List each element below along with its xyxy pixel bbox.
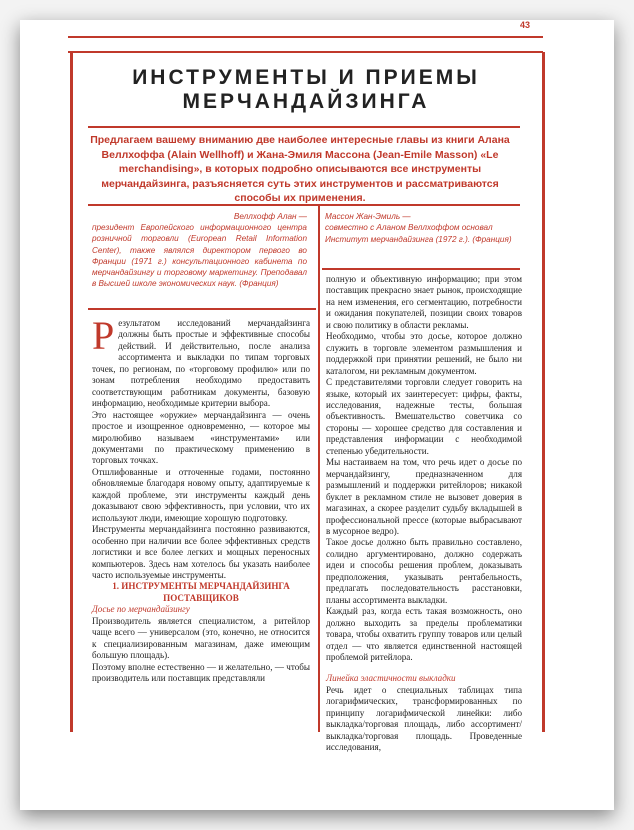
paragraph: Это настоящее «оружие» мерчандайзинга — очень простое и изощренное одновременно, — которое мы миролюбиво называем «инструментами» или документами по практическому применению в торговых точках.: [92, 409, 310, 466]
bio-right-rule: [322, 268, 520, 270]
right-column: [326, 274, 522, 754]
paragraph: Речь идет о специальных таблицах типа логарифмических, трансформированных по принципу логарифмической линейки: либо выкладка/торговая площадь, либо ассортимент/выкладка/торговая площадь. Проведенные исследования,: [326, 684, 522, 753]
bio-right-text: совместно с Аланом Веллхоффом основал Институт мерчандайзинга (1972 г.). (Франция): [325, 223, 512, 244]
bio-left-name: Веллхофф Алан —: [233, 212, 307, 221]
paragraph: Такое досье должно быть правильно составлено, солидно аргументировано, должно содержать идеи и способы решения проблем, доказывать предположения, указывать рентабельность, предлагать последовательность расстановки, планы ассортимента выкладки.: [326, 537, 522, 605]
subheading: Досье по мерчандайзингу: [92, 604, 190, 615]
paragraph: Мы настаиваем на том, что речь идет о досье по мерчандайзингу, предназначенном для размышлений и поддержки ритейлоров; никакой буклет в рекламном стиле не вызовет доверия в магазинах, а скорее разделит судьбу вкладышей в профессиональной прессе (которые выбрасывают в мусорное ведро).: [326, 457, 522, 536]
bio-left-rule: [88, 308, 316, 310]
page-title: ИНСТРУМЕНТЫ И ПРИЕМЫ МЕРЧАНДАЙЗИНГА: [132, 66, 480, 113]
column-divider: [318, 204, 320, 732]
paragraph: Отшлифованные и отточенные годами, постоянно обновляемые благодаря новому опыту, адаптируемые к каждой проблеме, эти инструменты каждый день доказывают свою эффективность, при условии, что их используют люди, имеющие хорошую подготовку.: [92, 466, 310, 523]
paragraph: полную и объективную информацию; при этом поставщик прекрасно знает рынок, происходящие на нем изменения, его сегментацию, потребности и ожидания покупателей, позиции своих товаров и свою политику в области рекламы.: [326, 274, 522, 330]
intro-rule: [88, 204, 520, 206]
intro-text: Предлагаем вашему вниманию две наиболее интересные главы из книги Алана Веллхоффа (Alain Wellhoff) и Жана-Эмиля Массона (Jean-Emile Masson) «Le merchandising», в которых подробно описываются все инструменты мерчандайзинга, разъясняется суть этих инструментов и рассматриваются способы их применения.: [90, 134, 510, 204]
paragraph: Каждый раз, когда есть такая возможность, оно должно выходить за пределы проблематики товара, чтобы охватить группу товаров или целый отдел — что является единственной настоящей проблемой ритейлора.: [326, 606, 522, 662]
paragraph: Производитель является специалистом, а ритейлор чаще всего — универсалом (это, конечно, не относится к специализированным магазинам, даже имеющим большую площадь).: [92, 615, 310, 661]
bio-right-name: Массон Жан-Эмиль —: [325, 212, 411, 221]
page-number: 43: [520, 20, 531, 30]
left-column: [92, 313, 310, 685]
bio-left-text: президент Европейского информационного центра розничной торговли (European Retail Information Center), также являлся директором первого во Франции (1971 г.) консультационного кабинета по мерчандайзингу и торговому маркетингу. Преподавал в Высшей школе экономических наук. (Франция): [92, 223, 307, 289]
bio-right: [325, 211, 525, 245]
drop-cap: Р: [92, 313, 115, 358]
paragraph: Инструменты мерчандайзинга постоянно развиваются, особенно при наличии все более эффективных средств логистики и все более легких и мощных переносных компьютеров. Здесь нам хотелось бы указать наиболее часто используемые инструменты.: [92, 524, 310, 580]
paragraph: Необходимо, чтобы это досье, которое должно служить в торговле элементом размышления и поддержкой при принятии решений, не было ни каталогом, ни рекламным документом.: [326, 331, 522, 376]
subheading: Линейка эластичности выкладки: [326, 673, 456, 684]
paragraph: Поэтому вполне естественно — и желательно, — чтобы производитель или поставщик представляли: [92, 661, 310, 684]
top-rule: [68, 36, 543, 38]
paragraph: Результатом исследований мерчандайзинга должны быть простые и эффективные способы действий. И действительно, после анализа ассортимента и выкладки по типам торговых точек, по регионам, по «торговому профилю» или по зонам потребления необходимо предоставить соответствующим работникам документы, базовую информацию, необходимые критерии выбора.: [92, 313, 310, 409]
section-heading: 1. ИНСТРУМЕНТЫ МЕРЧАНДАЙЗИНГА ПОСТАВЩИКОВ: [112, 581, 290, 603]
title-rule: [88, 126, 520, 128]
bio-left: [92, 211, 307, 222]
paragraph: С представителями торговли следует говорить на языке, который их заинтересует: цифры, факты, исследования, надежные тесты, большая объективность. Вмешательство советчика со стороны — хорошее средство для составления и представления информации с необходимой степенью убедительности.: [326, 377, 522, 456]
